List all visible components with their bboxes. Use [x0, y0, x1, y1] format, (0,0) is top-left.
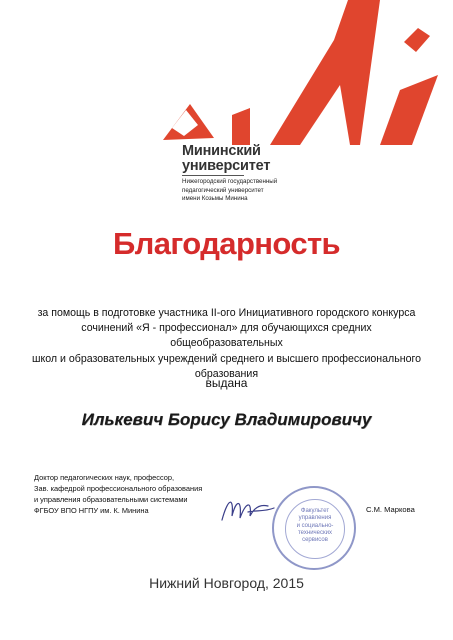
- signatory-line-3: и управления образовательными системами: [34, 495, 188, 504]
- logo-subtitle-line2: педагогический университет: [182, 186, 264, 194]
- stamp-text: [290, 508, 340, 544]
- stamp-line-5: сервисов: [302, 537, 328, 544]
- issued-label: выдана: [205, 376, 248, 390]
- handwritten-signature: [218, 490, 278, 530]
- logo-title-line1: Мининский: [182, 143, 261, 159]
- stamp-line-3: и социально-: [296, 522, 334, 529]
- signatory-name: С.М. Маркова: [366, 505, 415, 514]
- logo-diamond: [404, 28, 430, 52]
- stamp-line-1: Факультет: [300, 508, 330, 514]
- body-line-4: образования: [194, 367, 259, 380]
- body-line-1: за помощь в подготовке участника II-ого Инициативного городского конкурса: [37, 307, 416, 319]
- signatory-line-2: Зав. кафедрой профессионального образования: [34, 484, 203, 493]
- logo-subtitle-line3: имени Козьмы Минина: [182, 195, 248, 202]
- logo-bar-center: [232, 108, 250, 145]
- signatory-line-1: Доктор педагогических наук, профессор,: [34, 473, 175, 482]
- logo-subtitle: [182, 178, 277, 204]
- logo-title-line2: университет: [182, 158, 271, 174]
- logo-title: [182, 144, 270, 174]
- certificate-heading: Благодарность: [112, 226, 341, 261]
- stamp-line-2: управления: [298, 515, 332, 522]
- signatory-line-4: ФГБОУ ВПО НГПУ им. К. Минина: [34, 506, 149, 515]
- body-line-3: школ и образовательных учреждений среднего и высшего профессионального: [32, 352, 421, 365]
- stamp-line-4: технических: [298, 529, 332, 536]
- recipient-name: Илькевич Борису Владимировичу: [81, 410, 372, 429]
- official-stamp: [272, 486, 356, 570]
- footer-place-year: Нижний Новгород, 2015: [149, 575, 304, 591]
- logo-shape-right: [380, 75, 438, 145]
- signatory-title: [34, 472, 234, 516]
- logo-divider: [182, 175, 244, 176]
- body-line-2: сочинений «Я - профессионал» для обучающихся средних общеобразовательных: [81, 322, 372, 350]
- logo-subtitle-line1: Нижегородский государственный: [182, 178, 278, 185]
- certificate-body: [30, 306, 423, 382]
